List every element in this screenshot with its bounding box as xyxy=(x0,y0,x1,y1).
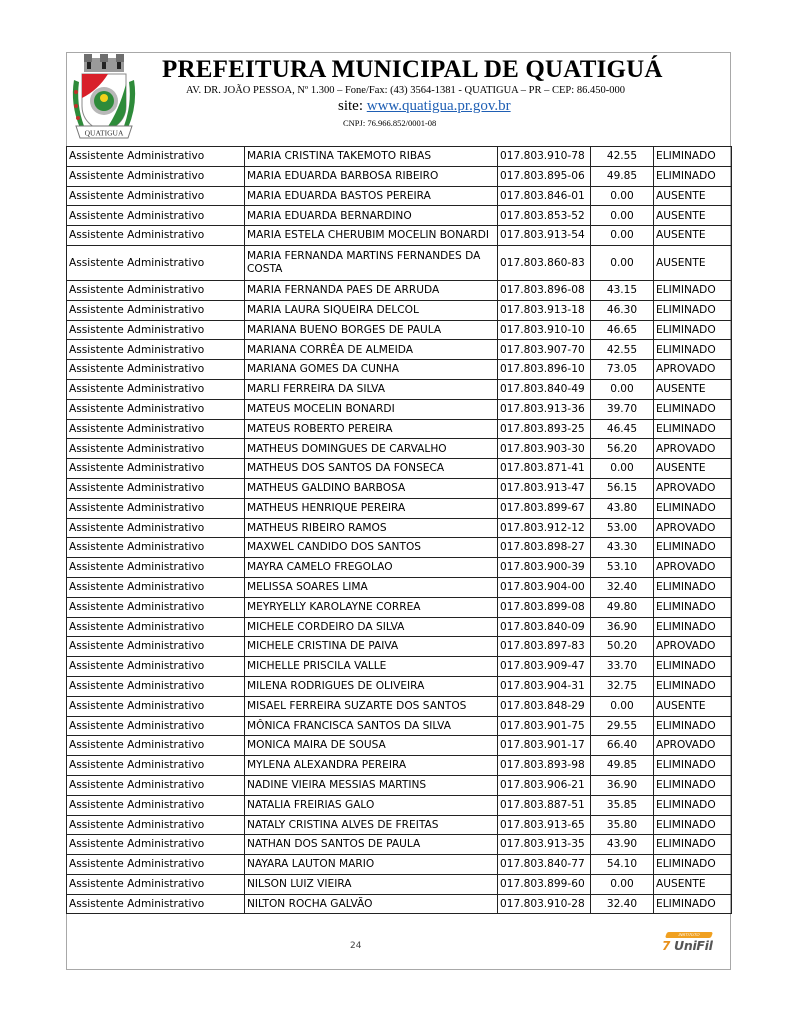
logo-mark-icon: 7 xyxy=(662,939,671,953)
registration-cell: 017.803.840-77 xyxy=(498,855,591,875)
unifil-logo xyxy=(660,932,730,954)
cargo-cell: Assistente Administrativo xyxy=(67,379,245,399)
name-cell: MYLENA ALEXANDRA PEREIRA xyxy=(245,756,498,776)
cargo-cell: Assistente Administrativo xyxy=(67,676,245,696)
logo-tag: INSTITUTO xyxy=(665,932,713,938)
status-cell: ELIMINADO xyxy=(654,676,732,696)
status-cell: ELIMINADO xyxy=(654,835,732,855)
registration-cell: 017.803.912-12 xyxy=(498,518,591,538)
cargo-cell: Assistente Administrativo xyxy=(67,855,245,875)
status-cell: ELIMINADO xyxy=(654,498,732,518)
status-cell: APROVADO xyxy=(654,518,732,538)
registration-cell: 017.803.846-01 xyxy=(498,186,591,206)
score-cell: 0.00 xyxy=(591,245,654,280)
score-cell: 0.00 xyxy=(591,226,654,246)
table-row xyxy=(67,597,732,617)
cargo-cell: Assistente Administrativo xyxy=(67,518,245,538)
table-row xyxy=(67,815,732,835)
table-row xyxy=(67,874,732,894)
cargo-cell: Assistente Administrativo xyxy=(67,756,245,776)
score-cell: 0.00 xyxy=(591,459,654,479)
status-cell: APROVADO xyxy=(654,360,732,380)
table-row xyxy=(67,320,732,340)
score-cell: 54.10 xyxy=(591,855,654,875)
status-cell: ELIMINADO xyxy=(654,795,732,815)
cargo-cell: Assistente Administrativo xyxy=(67,399,245,419)
score-cell: 0.00 xyxy=(591,696,654,716)
status-cell: ELIMINADO xyxy=(654,756,732,776)
registration-cell: 017.803.913-36 xyxy=(498,399,591,419)
status-cell: APROVADO xyxy=(654,736,732,756)
score-cell: 35.85 xyxy=(591,795,654,815)
table-row xyxy=(67,756,732,776)
registration-cell: 017.803.899-60 xyxy=(498,874,591,894)
letterhead xyxy=(66,52,731,146)
registration-cell: 017.803.893-98 xyxy=(498,756,591,776)
score-cell: 39.70 xyxy=(591,399,654,419)
name-cell: MAXWEL CANDIDO DOS SANTOS xyxy=(245,538,498,558)
table-row xyxy=(67,577,732,597)
cargo-cell: Assistente Administrativo xyxy=(67,498,245,518)
name-cell: MARLI FERREIRA DA SILVA xyxy=(245,379,498,399)
name-cell: MARIA CRISTINA TAKEMOTO RIBAS xyxy=(245,147,498,167)
table-row xyxy=(67,419,732,439)
registration-cell: 017.803.901-75 xyxy=(498,716,591,736)
cargo-cell: Assistente Administrativo xyxy=(67,795,245,815)
cargo-cell: Assistente Administrativo xyxy=(67,340,245,360)
status-cell: ELIMINADO xyxy=(654,147,732,167)
status-cell: ELIMINADO xyxy=(654,320,732,340)
cargo-cell: Assistente Administrativo xyxy=(67,558,245,578)
name-cell: MELISSA SOARES LIMA xyxy=(245,577,498,597)
table-row xyxy=(67,657,732,677)
registration-cell: 017.803.871-41 xyxy=(498,459,591,479)
registration-cell: 017.803.909-47 xyxy=(498,657,591,677)
name-cell: MICHELE CORDEIRO DA SILVA xyxy=(245,617,498,637)
score-cell: 43.90 xyxy=(591,835,654,855)
registration-cell: 017.803.903-30 xyxy=(498,439,591,459)
name-cell: MARIANA BUENO BORGES DE PAULA xyxy=(245,320,498,340)
name-cell: MEYRYELLY KAROLAYNE CORREA xyxy=(245,597,498,617)
table-row xyxy=(67,736,732,756)
cargo-cell: Assistente Administrativo xyxy=(67,736,245,756)
score-cell: 43.15 xyxy=(591,280,654,300)
status-cell: ELIMINADO xyxy=(654,577,732,597)
name-cell: MATEUS ROBERTO PEREIRA xyxy=(245,419,498,439)
registration-cell: 017.803.904-31 xyxy=(498,676,591,696)
site-label: site: xyxy=(338,98,367,114)
cargo-cell: Assistente Administrativo xyxy=(67,894,245,914)
status-cell: ELIMINADO xyxy=(654,280,732,300)
status-cell: APROVADO xyxy=(654,637,732,657)
table-row xyxy=(67,340,732,360)
cargo-cell: Assistente Administrativo xyxy=(67,186,245,206)
cargo-cell: Assistente Administrativo xyxy=(67,459,245,479)
score-cell: 50.20 xyxy=(591,637,654,657)
cargo-cell: Assistente Administrativo xyxy=(67,637,245,657)
registration-cell: 017.803.913-35 xyxy=(498,835,591,855)
name-cell: NATHAN DOS SANTOS DE PAULA xyxy=(245,835,498,855)
cargo-cell: Assistente Administrativo xyxy=(67,716,245,736)
site-line xyxy=(338,98,511,115)
table-row xyxy=(67,379,732,399)
name-cell: MISAEL FERREIRA SUZARTE DOS SANTOS xyxy=(245,696,498,716)
status-cell: ELIMINADO xyxy=(654,657,732,677)
table-row xyxy=(67,855,732,875)
name-cell: NATALIA FREIRIAS GALO xyxy=(245,795,498,815)
cargo-cell: Assistente Administrativo xyxy=(67,245,245,280)
cargo-cell: Assistente Administrativo xyxy=(67,320,245,340)
score-cell: 32.40 xyxy=(591,577,654,597)
score-cell: 46.30 xyxy=(591,300,654,320)
score-cell: 0.00 xyxy=(591,206,654,226)
table-row xyxy=(67,439,732,459)
name-cell: MARIANA GOMES DA CUNHA xyxy=(245,360,498,380)
status-cell: ELIMINADO xyxy=(654,538,732,558)
table-row xyxy=(67,558,732,578)
table-row xyxy=(67,166,732,186)
name-cell: MONICA MAIRA DE SOUSA xyxy=(245,736,498,756)
cargo-cell: Assistente Administrativo xyxy=(67,597,245,617)
site-link[interactable]: www.quatigua.pr.gov.br xyxy=(366,98,511,114)
status-cell: AUSENTE xyxy=(654,186,732,206)
status-cell: ELIMINADO xyxy=(654,340,732,360)
name-cell: MÔNICA FRANCISCA SANTOS DA SILVA xyxy=(245,716,498,736)
name-cell: MARIA FERNANDA MARTINS FERNANDES DA COSTA xyxy=(245,245,498,280)
logo-text: UniFil xyxy=(674,938,713,953)
table-row xyxy=(67,300,732,320)
status-cell: ELIMINADO xyxy=(654,894,732,914)
status-cell: APROVADO xyxy=(654,439,732,459)
name-cell: MARIA FERNANDA PAES DE ARRUDA xyxy=(245,280,498,300)
status-cell: ELIMINADO xyxy=(654,617,732,637)
results-table xyxy=(66,146,732,914)
registration-cell: 017.803.910-28 xyxy=(498,894,591,914)
score-cell: 36.90 xyxy=(591,617,654,637)
score-cell: 43.30 xyxy=(591,538,654,558)
registration-cell: 017.803.913-65 xyxy=(498,815,591,835)
table-row xyxy=(67,716,732,736)
score-cell: 49.80 xyxy=(591,597,654,617)
status-cell: ELIMINADO xyxy=(654,166,732,186)
status-cell: AUSENTE xyxy=(654,459,732,479)
registration-cell: 017.803.907-70 xyxy=(498,340,591,360)
table-row xyxy=(67,637,732,657)
cargo-cell: Assistente Administrativo xyxy=(67,419,245,439)
score-cell: 53.00 xyxy=(591,518,654,538)
registration-cell: 017.803.913-47 xyxy=(498,478,591,498)
table-row xyxy=(67,617,732,637)
cargo-cell: Assistente Administrativo xyxy=(67,538,245,558)
cargo-cell: Assistente Administrativo xyxy=(67,280,245,300)
registration-cell: 017.803.896-10 xyxy=(498,360,591,380)
score-cell: 0.00 xyxy=(591,379,654,399)
score-cell: 53.10 xyxy=(591,558,654,578)
cargo-cell: Assistente Administrativo xyxy=(67,147,245,167)
table-row xyxy=(67,775,732,795)
registration-cell: 017.803.910-78 xyxy=(498,147,591,167)
status-cell: ELIMINADO xyxy=(654,815,732,835)
table-row xyxy=(67,518,732,538)
cargo-cell: Assistente Administrativo xyxy=(67,617,245,637)
registration-cell: 017.803.899-67 xyxy=(498,498,591,518)
cargo-cell: Assistente Administrativo xyxy=(67,835,245,855)
registration-cell: 017.803.901-17 xyxy=(498,736,591,756)
registration-cell: 017.803.840-09 xyxy=(498,617,591,637)
name-cell: NATALY CRISTINA ALVES DE FREITAS xyxy=(245,815,498,835)
cargo-cell: Assistente Administrativo xyxy=(67,300,245,320)
table-row xyxy=(67,478,732,498)
score-cell: 32.40 xyxy=(591,894,654,914)
status-cell: APROVADO xyxy=(654,558,732,578)
score-cell: 35.80 xyxy=(591,815,654,835)
registration-cell: 017.803.900-39 xyxy=(498,558,591,578)
name-cell: MATHEUS HENRIQUE PEREIRA xyxy=(245,498,498,518)
table-row xyxy=(67,360,732,380)
status-cell: AUSENTE xyxy=(654,226,732,246)
name-cell: NADINE VIEIRA MESSIAS MARTINS xyxy=(245,775,498,795)
registration-cell: 017.803.899-08 xyxy=(498,597,591,617)
score-cell: 49.85 xyxy=(591,756,654,776)
name-cell: MATHEUS DOMINGUES DE CARVALHO xyxy=(245,439,498,459)
status-cell: AUSENTE xyxy=(654,206,732,226)
registration-cell: 017.803.853-52 xyxy=(498,206,591,226)
score-cell: 46.65 xyxy=(591,320,654,340)
table-row xyxy=(67,538,732,558)
table-row xyxy=(67,226,732,246)
table-row xyxy=(67,206,732,226)
table-row xyxy=(67,795,732,815)
status-cell: ELIMINADO xyxy=(654,775,732,795)
score-cell: 46.45 xyxy=(591,419,654,439)
registration-cell: 017.803.913-18 xyxy=(498,300,591,320)
name-cell: NILSON LUIZ VIEIRA xyxy=(245,874,498,894)
table-row xyxy=(67,245,732,280)
registration-cell: 017.803.896-08 xyxy=(498,280,591,300)
table-row xyxy=(67,147,732,167)
score-cell: 66.40 xyxy=(591,736,654,756)
name-cell: MILENA RODRIGUES DE OLIVEIRA xyxy=(245,676,498,696)
score-cell: 42.55 xyxy=(591,147,654,167)
table-row xyxy=(67,186,732,206)
table-row xyxy=(67,894,732,914)
table-row xyxy=(67,399,732,419)
name-cell: MICHELLE PRISCILA VALLE xyxy=(245,657,498,677)
cargo-cell: Assistente Administrativo xyxy=(67,696,245,716)
registration-cell: 017.803.906-21 xyxy=(498,775,591,795)
score-cell: 0.00 xyxy=(591,874,654,894)
name-cell: MATEUS MOCELIN BONARDI xyxy=(245,399,498,419)
registration-cell: 017.803.887-51 xyxy=(498,795,591,815)
table-row xyxy=(67,459,732,479)
name-cell: MARIA EDUARDA BARBOSA RIBEIRO xyxy=(245,166,498,186)
cargo-cell: Assistente Administrativo xyxy=(67,360,245,380)
name-cell: MARIA ESTELA CHERUBIM MOCELIN BONARDI xyxy=(245,226,498,246)
name-cell: MICHELE CRISTINA DE PAIVA xyxy=(245,637,498,657)
registration-cell: 017.803.848-29 xyxy=(498,696,591,716)
cargo-cell: Assistente Administrativo xyxy=(67,874,245,894)
cargo-cell: Assistente Administrativo xyxy=(67,478,245,498)
score-cell: 29.55 xyxy=(591,716,654,736)
status-cell: ELIMINADO xyxy=(654,716,732,736)
status-cell: AUSENTE xyxy=(654,874,732,894)
score-cell: 0.00 xyxy=(591,186,654,206)
name-cell: MARIA EDUARDA BERNARDINO xyxy=(245,206,498,226)
municipal-crest-icon xyxy=(68,54,140,142)
registration-cell: 017.803.910-10 xyxy=(498,320,591,340)
score-cell: 56.15 xyxy=(591,478,654,498)
cargo-cell: Assistente Administrativo xyxy=(67,657,245,677)
name-cell: MATHEUS RIBEIRO RAMOS xyxy=(245,518,498,538)
svg-text:QUATIGUA: QUATIGUA xyxy=(84,128,124,138)
address-line: AV. DR. JOÃO PESSOA, Nº 1.300 – Fone/Fax: (43) 3564-1381 - QUATIGUA – PR – CEP: 86.450-000 xyxy=(186,85,625,96)
name-cell: MATHEUS DOS SANTOS DA FONSECA xyxy=(245,459,498,479)
status-cell: ELIMINADO xyxy=(654,419,732,439)
status-cell: ELIMINADO xyxy=(654,300,732,320)
page-title: PREFEITURA MUNICIPAL DE QUATIGUÁ xyxy=(162,56,663,83)
status-cell: ELIMINADO xyxy=(654,597,732,617)
registration-cell: 017.803.904-00 xyxy=(498,577,591,597)
table-row xyxy=(67,280,732,300)
score-cell: 73.05 xyxy=(591,360,654,380)
name-cell: NAYARA LAUTON MARIO xyxy=(245,855,498,875)
score-cell: 43.80 xyxy=(591,498,654,518)
registration-cell: 017.803.895-06 xyxy=(498,166,591,186)
name-cell: MARIA EDUARDA BASTOS PEREIRA xyxy=(245,186,498,206)
cargo-cell: Assistente Administrativo xyxy=(67,226,245,246)
registration-cell: 017.803.898-27 xyxy=(498,538,591,558)
registration-cell: 017.803.893-25 xyxy=(498,419,591,439)
table-row xyxy=(67,676,732,696)
score-cell: 32.75 xyxy=(591,676,654,696)
cargo-cell: Assistente Administrativo xyxy=(67,439,245,459)
table-row xyxy=(67,835,732,855)
registration-cell: 017.803.913-54 xyxy=(498,226,591,246)
cargo-cell: Assistente Administrativo xyxy=(67,577,245,597)
status-cell: APROVADO xyxy=(654,478,732,498)
registration-cell: 017.803.897-83 xyxy=(498,637,591,657)
status-cell: ELIMINADO xyxy=(654,399,732,419)
score-cell: 42.55 xyxy=(591,340,654,360)
registration-cell: 017.803.840-49 xyxy=(498,379,591,399)
score-cell: 49.85 xyxy=(591,166,654,186)
name-cell: MATHEUS GALDINO BARBOSA xyxy=(245,478,498,498)
score-cell: 36.90 xyxy=(591,775,654,795)
status-cell: ELIMINADO xyxy=(654,855,732,875)
registration-cell: 017.803.860-83 xyxy=(498,245,591,280)
name-cell: NILTON ROCHA GALVÃO xyxy=(245,894,498,914)
table-row xyxy=(67,498,732,518)
status-cell: AUSENTE xyxy=(654,379,732,399)
page-number: 24 xyxy=(350,941,362,951)
status-cell: AUSENTE xyxy=(654,245,732,280)
cargo-cell: Assistente Administrativo xyxy=(67,775,245,795)
cargo-cell: Assistente Administrativo xyxy=(67,166,245,186)
score-cell: 33.70 xyxy=(591,657,654,677)
name-cell: MARIANA CORRÊA DE ALMEIDA xyxy=(245,340,498,360)
cargo-cell: Assistente Administrativo xyxy=(67,815,245,835)
cnpj-line: CNPJ: 76.966.852/0001-08 xyxy=(343,118,437,128)
table-row xyxy=(67,696,732,716)
score-cell: 56.20 xyxy=(591,439,654,459)
name-cell: MARIA LAURA SIQUEIRA DELCOL xyxy=(245,300,498,320)
name-cell: MAYRA CAMELO FREGOLAO xyxy=(245,558,498,578)
cargo-cell: Assistente Administrativo xyxy=(67,206,245,226)
status-cell: AUSENTE xyxy=(654,696,732,716)
